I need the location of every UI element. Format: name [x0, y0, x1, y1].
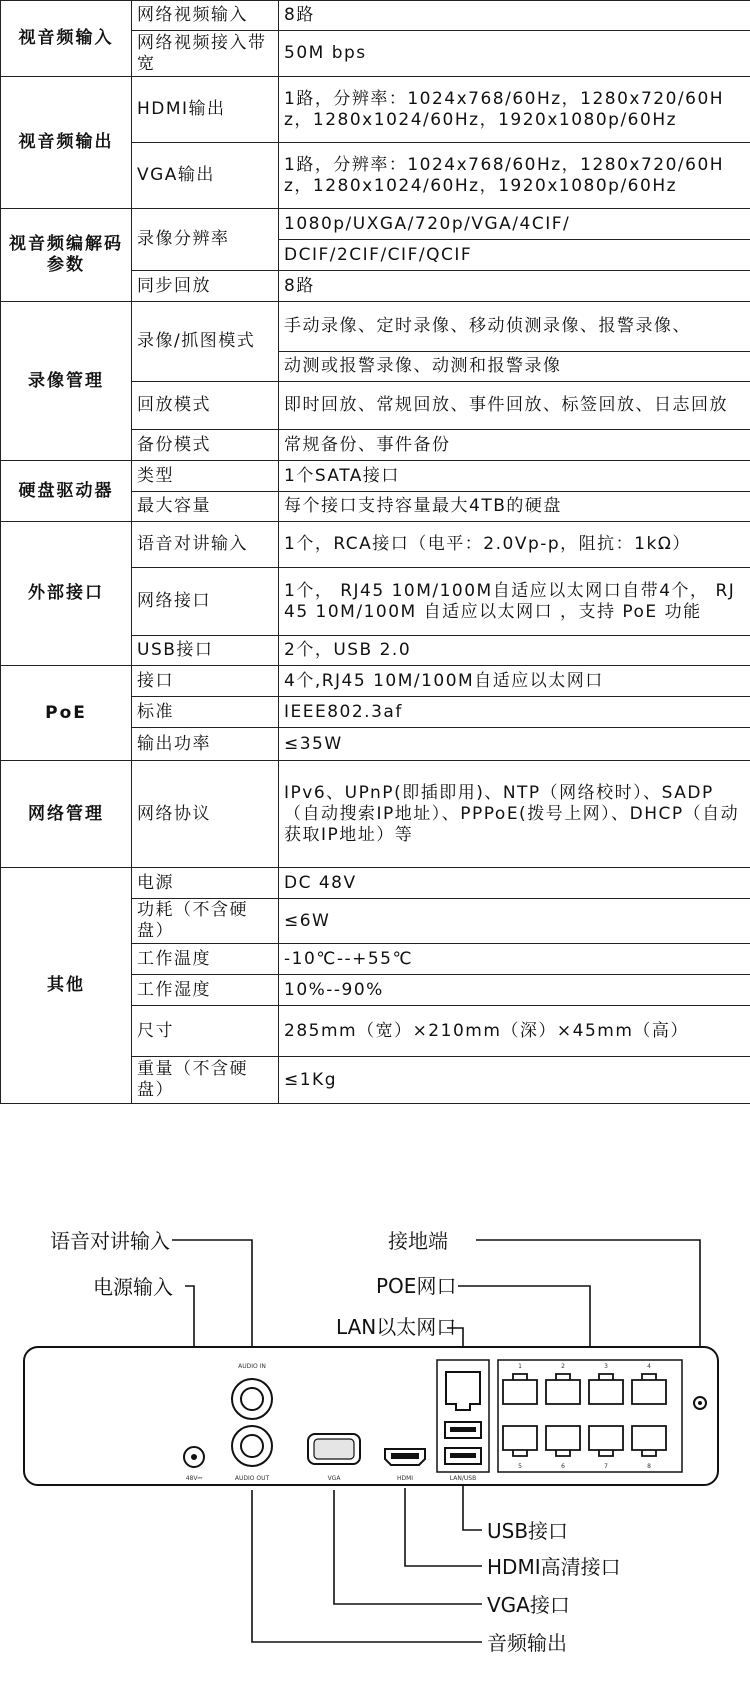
spec-value: ≤6W — [279, 899, 750, 944]
spec-item: USB接口 — [132, 636, 279, 666]
spec-value: 50M bps — [279, 31, 750, 77]
spec-item: 功耗（不含硬盘） — [132, 899, 279, 944]
callout-usb: USB接口 — [487, 1519, 569, 1543]
callout-vga: VGA接口 — [487, 1593, 570, 1617]
spec-value: ≤35W — [279, 728, 750, 761]
spec-value: 2个，USB 2.0 — [279, 636, 750, 666]
spec-item: 输出功率 — [132, 728, 279, 761]
spec-category: 硬盘驱动器 — [1, 461, 132, 522]
spec-value: -10℃--+55℃ — [279, 944, 750, 975]
poe-port-number: 4 — [647, 1363, 651, 1370]
callout-audio-in: 语音对讲输入 — [50, 1229, 170, 1253]
spec-value: 8路 — [279, 1, 750, 31]
spec-row — [1, 1, 750, 31]
spec-value: DCIF/2CIF/CIF/QCIF — [279, 240, 750, 271]
poe-port-number: 1 — [518, 1363, 522, 1370]
spec-item: 录像分辨率 — [132, 209, 279, 271]
spec-item: 标准 — [132, 697, 279, 728]
spec-item: HDMI输出 — [132, 77, 279, 143]
spec-row — [1, 302, 750, 352]
spec-item: 工作湿度 — [132, 975, 279, 1006]
power-panel-label: 48V⎓ — [185, 1475, 203, 1482]
spec-category: 视音频输出 — [1, 77, 132, 209]
poe-port-number: 2 — [561, 1363, 565, 1370]
spec-category: 视音频编解码参数 — [1, 209, 132, 302]
spec-value: 1个，RCA接口（电平：2.0Vp-p，阻抗：1kΩ） — [279, 522, 750, 568]
poe-port-number: 7 — [604, 1463, 608, 1470]
spec-item: 网络视频接入带宽 — [132, 31, 279, 77]
spec-item: 备份模式 — [132, 430, 279, 461]
lan-usb-panel-label: LAN/USB — [449, 1475, 477, 1482]
spec-category: PoE — [1, 666, 132, 761]
spec-item: 重量（不含硬盘） — [132, 1057, 279, 1104]
spec-value: 手动录像、定时录像、移动侦测录像、报警录像、 — [279, 302, 750, 352]
spec-item: 网络视频输入 — [132, 1, 279, 31]
spec-row — [1, 209, 750, 240]
spec-value: 1080p/UXGA/720p/VGA/4CIF/ — [279, 209, 750, 240]
spec-item: VGA输出 — [132, 143, 279, 209]
spec-row — [1, 868, 750, 899]
spec-value: DC 48V — [279, 868, 750, 899]
spec-value: 1个SATA接口 — [279, 461, 750, 492]
callout-hdmi: HDMI高清接口 — [487, 1555, 621, 1579]
callout-lan-port: LAN以太网口 — [336, 1315, 457, 1339]
spec-value: ≤1Kg — [279, 1057, 750, 1104]
rear-panel-diagram — [0, 1200, 750, 1699]
spec-value: 1路，分辨率：1024x768/60Hz，1280x720/60Hz，1280x1024/60Hz，1920x1080p/60Hz — [279, 77, 750, 143]
spec-value: 常规备份、事件备份 — [279, 430, 750, 461]
poe-port-number: 8 — [647, 1463, 651, 1470]
spec-item: 最大容量 — [132, 492, 279, 522]
callout-ground: 接地端 — [388, 1229, 448, 1253]
spec-item: 尺寸 — [132, 1006, 279, 1057]
spec-value: IEEE802.3af — [279, 697, 750, 728]
spec-value: 4个,RJ45 10M/100M自适应以太网口 — [279, 666, 750, 697]
spec-item: 语音对讲输入 — [132, 522, 279, 568]
spec-value: 即时回放、常规回放、事件回放、标签回放、日志回放 — [279, 382, 750, 430]
callout-power-in: 电源输入 — [93, 1275, 173, 1299]
spec-value: 285mm（宽）×210mm（深）×45mm（高） — [279, 1006, 750, 1057]
hdmi-panel-label: HDMI — [396, 1475, 414, 1482]
spec-item: 类型 — [132, 461, 279, 492]
ground-terminal — [694, 1397, 706, 1409]
spec-category: 其他 — [1, 868, 132, 1104]
spec-item: 录像/抓图模式 — [132, 302, 279, 382]
spec-item: 接口 — [132, 666, 279, 697]
spec-category: 网络管理 — [1, 761, 132, 868]
device-chassis — [24, 1347, 718, 1485]
spec-item: 电源 — [132, 868, 279, 899]
spec-category: 录像管理 — [1, 302, 132, 461]
spec-row — [1, 666, 750, 697]
spec-table-body — [1, 1, 750, 1104]
poe-port-number: 3 — [604, 1363, 608, 1370]
power-jack — [184, 1447, 204, 1482]
spec-value: 1路，分辨率：1024x768/60Hz，1280x720/60Hz，1280x1024/60Hz，1920x1080p/60Hz — [279, 143, 750, 209]
spec-value: IPv6、UPnP(即插即用)、NTP（网络校时）、SADP（自动搜索IP地址）、PPPoE(拨号上网）、DHCP（自动获取IP地址）等 — [279, 761, 750, 868]
spec-value: 10%--90% — [279, 975, 750, 1006]
spec-row — [1, 77, 750, 143]
audio-in-panel-label: AUDIO IN — [238, 1363, 266, 1370]
callout-audio-out: 音频输出 — [487, 1631, 567, 1655]
audio-out-panel-label: AUDIO OUT — [234, 1475, 270, 1482]
spec-row — [1, 761, 750, 868]
vga-panel-label: VGA — [327, 1475, 341, 1482]
callout-poe-ports: POE网口 — [376, 1274, 457, 1298]
spec-value: 1个， RJ45 10M/100M自适应以太网口自带4个， RJ45 10M/100M 自适应以太网口 ，支持 PoE 功能 — [279, 568, 750, 636]
spec-row — [1, 522, 750, 568]
spec-item: 回放模式 — [132, 382, 279, 430]
spec-item: 网络接口 — [132, 568, 279, 636]
spec-category: 视音频输入 — [1, 1, 132, 77]
spec-category: 外部接口 — [1, 522, 132, 666]
spec-item: 网络协议 — [132, 761, 279, 868]
spec-item: 同步回放 — [132, 271, 279, 302]
spec-value: 动测或报警录像、动测和报警录像 — [279, 352, 750, 382]
spec-value: 8路 — [279, 271, 750, 302]
poe-port-number: 6 — [561, 1463, 565, 1470]
poe-port-number: 5 — [518, 1463, 522, 1470]
spec-row — [1, 461, 750, 492]
spec-item: 工作温度 — [132, 944, 279, 975]
spec-value: 每个接口支持容量最大4TB的硬盘 — [279, 492, 750, 522]
